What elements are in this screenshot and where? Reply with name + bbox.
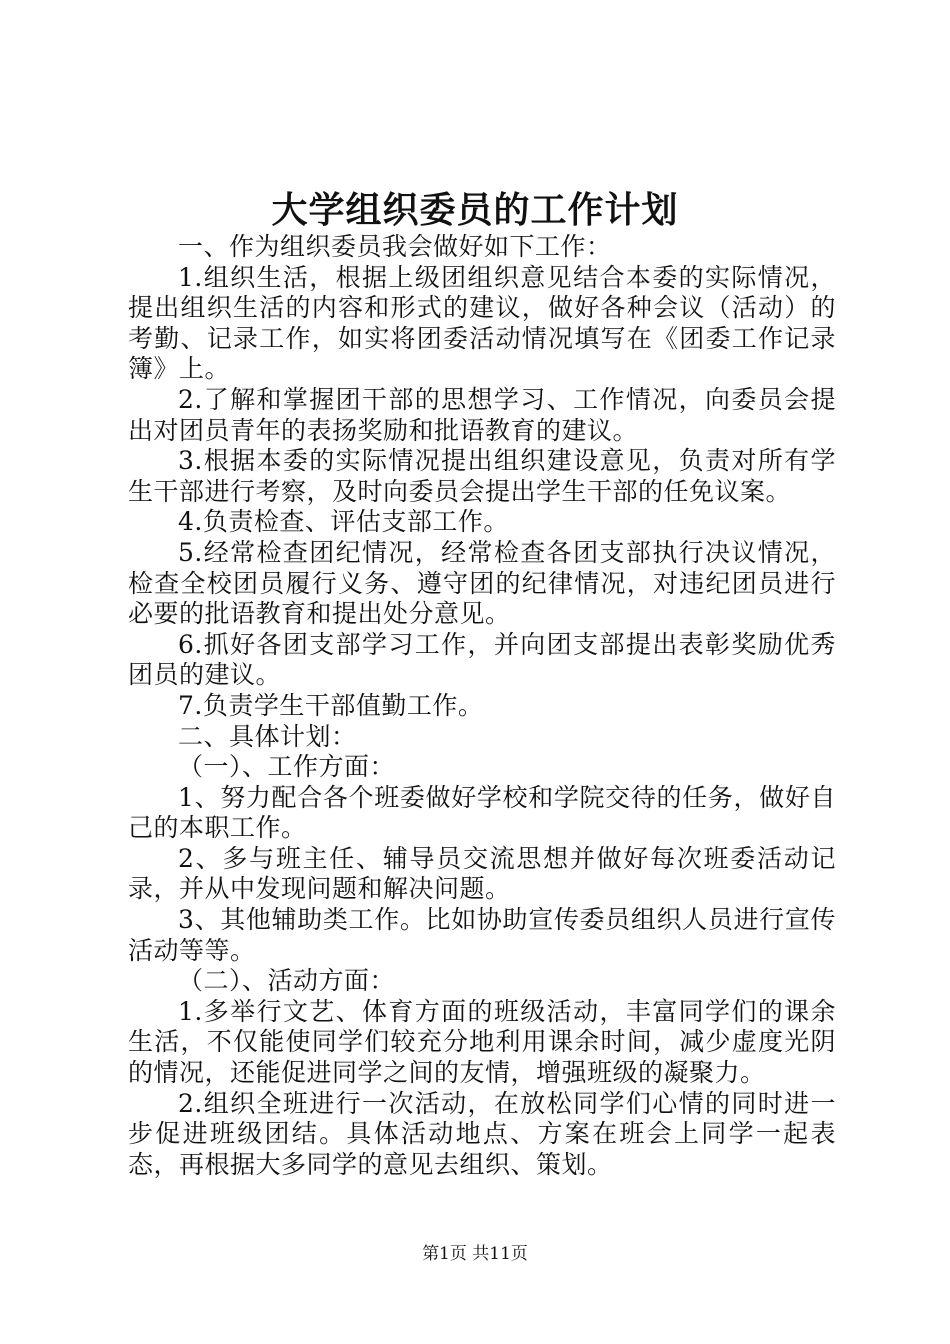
subsection-heading-activity: （二）、活动方面：	[178, 966, 396, 996]
list-item-5: 5.经常检查团纪情况，经常检查各团支部执行决议情况，检查全校团员履行义务、遵守团的纪律情况，对违纪团员进行必要的批语教育和提出处分意见。	[128, 537, 836, 629]
work-item-1: 1、努力配合各个班委做好学校和学院交待的任务，做好自己的本职工作。	[128, 782, 836, 843]
list-item-2: 2.了解和掌握团干部的思想学习、工作情况，向委员会提出对团员青年的表扬奖励和批语教育的建议。	[128, 384, 836, 445]
activity-item-2: 2.组织全班进行一次活动，在放松同学们心情的同时进一步促进班级团结。具体活动地点、方案在班会上同学一起表态，再根据大多同学的意见去组织、策划。	[128, 1088, 836, 1179]
section-heading-2: 二、具体计划：	[178, 721, 357, 751]
work-item-2: 2、多与班主任、辅导员交流思想并做好每次班委活动记录，并从中发现问题和解决问题。	[128, 843, 836, 904]
list-item-1: 1.组织生活，根据上级团组织意见结合本委的实际情况，提出组织生活的内容和形式的建议，做好各种会议（活动）的考勤、记录工作，如实将团委活动情况填写在《团委工作记录簿》上。	[128, 262, 836, 384]
list-item-6: 6.抓好各团支部学习工作，并向团支部提出表彰奖励优秀团员的建议。	[128, 629, 836, 690]
page-number-footer: 第1页 共11页	[422, 1244, 528, 1264]
document-body	[128, 232, 836, 1180]
subsection-heading-work: （一）、工作方面：	[178, 752, 396, 782]
document-title: 大学组织委员的工作计划	[271, 189, 679, 231]
list-item-3: 3.根据本委的实际情况提出组织建设意见，负责对所有学生干部进行考察，及时向委员会提出学生干部的任免议案。	[128, 446, 836, 506]
activity-item-1: 1.多举行文艺、体育方面的班级活动，丰富同学们的课余生活，不仅能使同学们较充分地利用课余时间，减少虚度光阴的情况，还能促进同学之间的友情，增强班级的凝聚力。	[128, 996, 836, 1088]
list-item-4: 4.负责检查、评估支部工作。	[178, 507, 509, 537]
section-heading-1: 一、作为组织委员我会做好如下工作：	[178, 232, 612, 261]
list-item-7: 7.负责学生干部值勤工作。	[178, 690, 484, 720]
work-item-3: 3、其他辅助类工作。比如协助宣传委员组织人员进行宣传活动等等。	[128, 905, 836, 965]
